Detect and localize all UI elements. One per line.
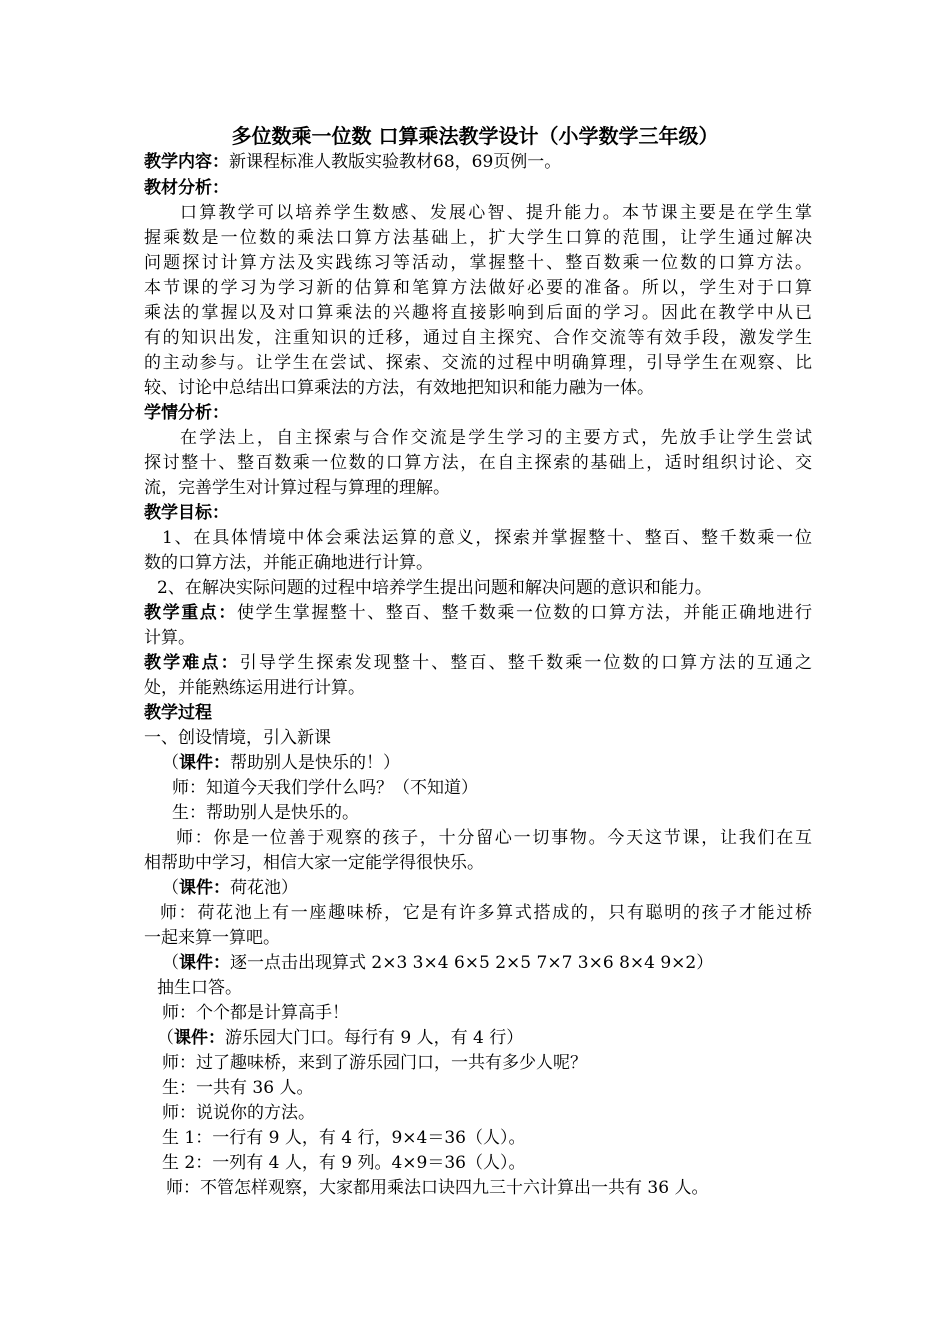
material-paragraph-line: 本节课的学习为学习新的估算和笔算方法做好必要的准备。所以，学生对于口算 xyxy=(144,278,812,298)
material-heading: 教材分析： xyxy=(144,178,229,198)
key-points-label: 教学重点： xyxy=(144,603,237,623)
students-paragraph-line: 流，完善学生对计算过程与算理的理解。 xyxy=(144,478,450,498)
material-paragraph-line: 较、讨论中总结出口算乘法的方法，有效地把知识和能力融为一体。 xyxy=(144,378,654,398)
dialogue-line: 师：知道今天我们学什么吗？（不知道） xyxy=(172,778,478,798)
dialogue-line: 一起来算一算吧。 xyxy=(144,928,280,948)
difficulties-line xyxy=(144,651,812,675)
material-paragraph-line: 口算教学可以培养学生数感、发展心智、提升能力。本节课主要是在学生掌 xyxy=(180,203,812,223)
document-title: 多位数乘一位数 口算乘法教学设计（小学数学三年级） xyxy=(231,124,719,148)
goal-item: 1、在具体情境中体会乘法运算的意义，探索并掌握整十、整百、整千数乘一位 xyxy=(162,528,812,548)
courseware-note xyxy=(162,751,830,775)
courseware-label: 课件： xyxy=(174,1028,225,1048)
courseware-note xyxy=(157,1026,825,1050)
dialogue-line: 师：过了趣味桥，来到了游乐园门口，一共有多少人呢？ xyxy=(162,1053,587,1073)
courseware-note xyxy=(162,876,830,900)
content-line xyxy=(144,150,812,174)
dialogue-line: 生：帮助别人是快乐的。 xyxy=(172,803,359,823)
open-paren: （ xyxy=(162,753,179,773)
courseware-text: 荷花池） xyxy=(230,878,298,898)
difficulties-text: 引导学生探索发现整十、整百、整千数乘一位数的口算方法的互通之 xyxy=(239,653,812,673)
dialogue-line: 师：你是一位善于观察的孩子，十分留心一切事物。今天这节课，让我们在互 xyxy=(176,828,812,848)
dialogue-line: 师：荷花池上有一座趣味桥，它是有许多算式搭成的，只有聪明的孩子才能过桥 xyxy=(160,903,812,923)
process-heading: 教学过程 xyxy=(144,703,212,723)
content-text: 新课程标准人教版实验教材68，69页例一。 xyxy=(229,152,562,172)
dialogue-line: 师：个个都是计算高手！ xyxy=(162,1003,349,1023)
courseware-text: 帮助别人是快乐的！） xyxy=(230,753,400,773)
dialogue-line: 生：一共有 36 人。 xyxy=(162,1078,314,1098)
dialogue-line: 师：不管怎样观察，大家都用乘法口诀四九三十六计算出一共有 36 人。 xyxy=(166,1178,709,1198)
courseware-note xyxy=(162,951,812,975)
students-heading: 学情分析： xyxy=(144,403,229,423)
dialogue-line: 相帮助中学习，相信大家一定能学得很快乐。 xyxy=(144,853,484,873)
open-paren: （ xyxy=(157,1028,174,1048)
key-points-text: 使学生掌握整十、整百、整千数乘一位数的口算方法，并能正确地进行 xyxy=(237,603,812,623)
material-paragraph-line: 的主动参与。让学生在尝试、探索、交流的过程中明确算理，引导学生在观察、比 xyxy=(144,353,812,373)
material-paragraph-line: 问题探讨计算方法及实践练习等活动，掌握整十、整百数乘一位数的口算方法。 xyxy=(144,253,812,273)
courseware-text: 游乐园大门口。每行有 9 人，有 4 行） xyxy=(225,1028,524,1048)
difficulties-continuation: 处，并能熟练运用进行计算。 xyxy=(144,678,365,698)
courseware-text: 逐一点击出现算式 2×3 3×4 6×5 2×5 7×7 3×6 8×4 9×2） xyxy=(230,953,714,973)
key-points-continuation: 计算。 xyxy=(144,628,195,648)
section-heading: 一、创设情境，引入新课 xyxy=(144,728,331,748)
open-paren: （ xyxy=(162,953,179,973)
open-paren: （ xyxy=(162,878,179,898)
difficulties-label: 教学难点： xyxy=(144,653,240,673)
material-paragraph-line: 有的知识出发，注重知识的迁移，通过自主探究、合作交流等有效手段，激发学生 xyxy=(144,328,812,348)
goals-heading: 教学目标： xyxy=(144,503,229,523)
dialogue-line: 抽生口答。 xyxy=(157,978,242,998)
courseware-label: 课件： xyxy=(179,878,230,898)
courseware-label: 课件： xyxy=(179,753,230,773)
students-paragraph-line: 探讨整十、整百数乘一位数的口算方法，在自主探索的基础上，适时组织讨论、交 xyxy=(144,453,812,473)
material-paragraph-line: 乘法的掌握以及对口算乘法的兴趣将直接影响到后面的学习。因此在教学中从已 xyxy=(144,303,812,323)
goal-item-continuation: 数的口算方法，并能正确地进行计算。 xyxy=(144,553,433,573)
courseware-label: 课件： xyxy=(179,953,230,973)
goal-item: 2、在解决实际问题的过程中培养学生提出问题和解决问题的意识和能力。 xyxy=(157,578,712,598)
dialogue-line: 生 1：一行有 9 人，有 4 行，9×4＝36（人）。 xyxy=(162,1128,526,1148)
students-paragraph-line: 在学法上，自主探索与合作交流是学生学习的主要方式，先放手让学生尝试 xyxy=(180,428,812,448)
dialogue-line: 师：说说你的方法。 xyxy=(162,1103,315,1123)
key-points-line xyxy=(144,601,812,625)
material-paragraph-line: 握乘数是一位数的乘法口算方法基础上，扩大学生口算的范围，让学生通过解决 xyxy=(144,228,812,248)
dialogue-line: 生 2：一列有 4 人，有 9 列。4×9＝36（人）。 xyxy=(162,1153,526,1173)
content-label: 教学内容： xyxy=(144,152,229,172)
